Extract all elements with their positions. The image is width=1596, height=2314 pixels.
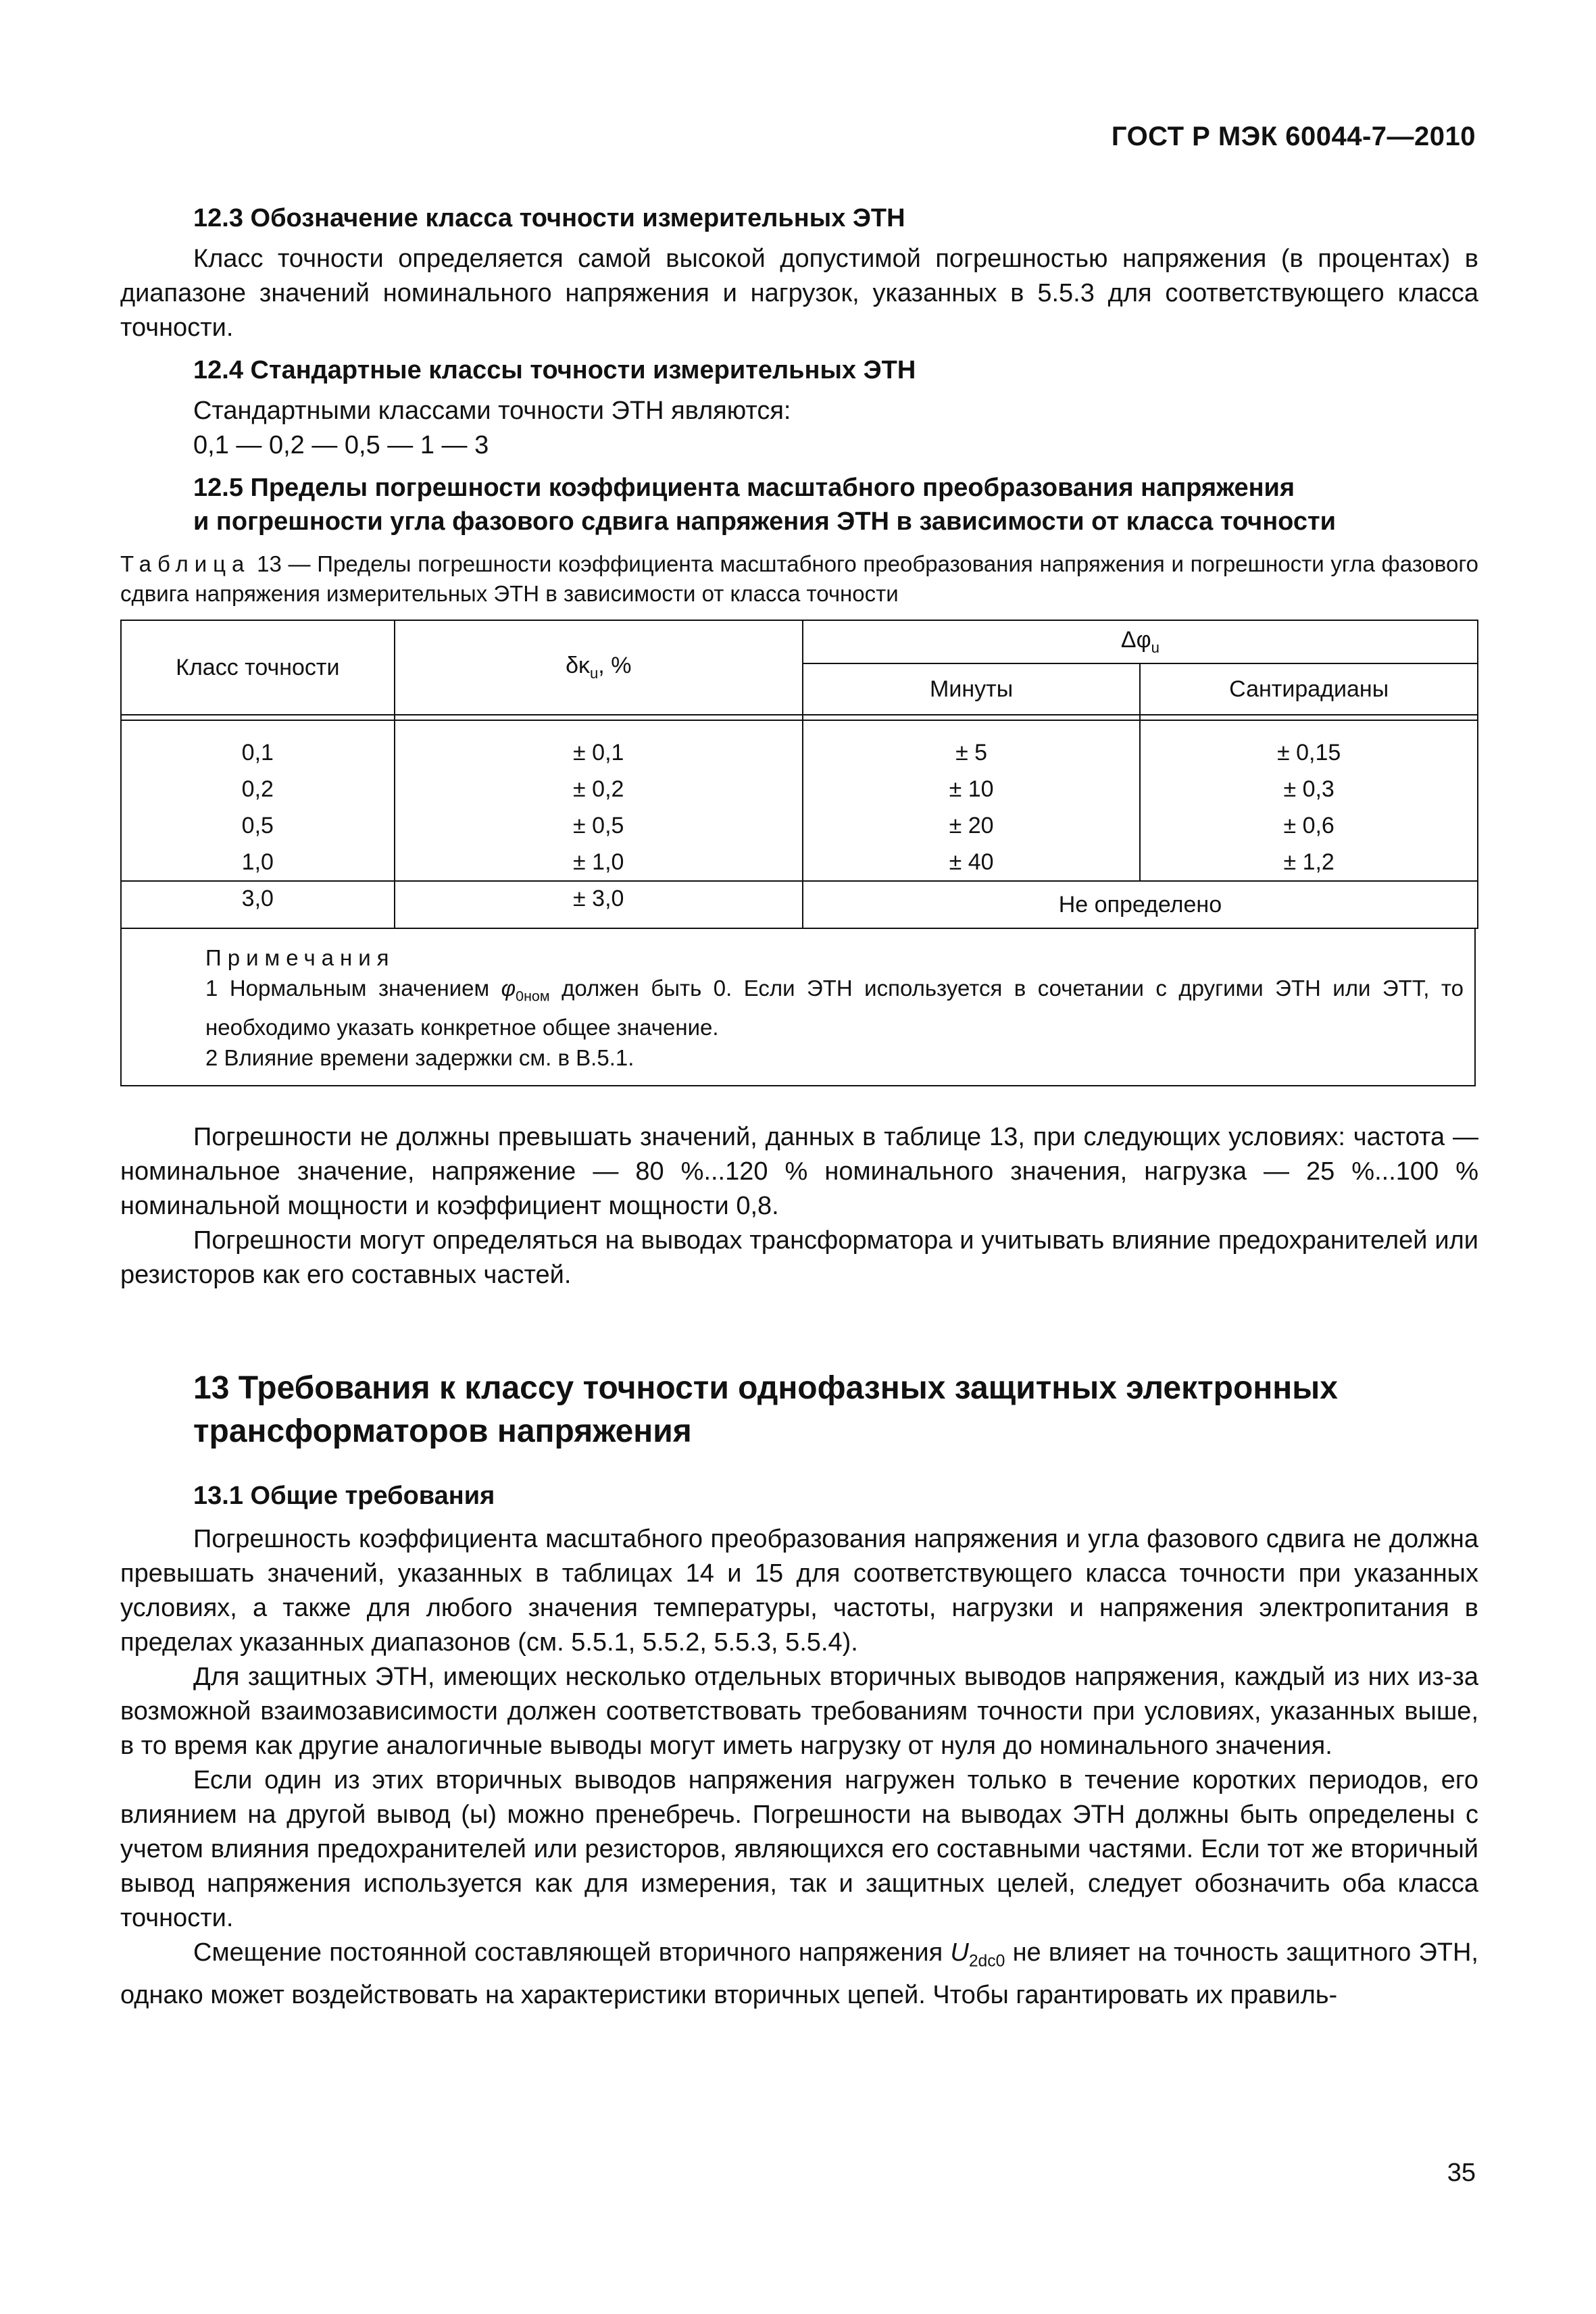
document-id: ГОСТ Р МЭК 60044-7—2010 [1111,122,1476,151]
after-table-paragraph-2: Погрешности могут определяться на выводах трансформатора и учитывать влияние предохранителей или резисторов как его составных частей. [120,1226,1478,1289]
section-12-5-title-line2: и погрешности угла фазового сдвига напряжения ЭТН в зависимости от класса точности [193,507,1336,536]
section-12-3-title: 12.3 Обозначение класса точности измерительных ЭТН [193,204,905,232]
page-number: 35 [1447,2159,1476,2187]
table-cell: ± 1,0 [573,849,624,875]
table-cell: ± 0,2 [573,776,624,802]
col-class-values [121,720,395,881]
section-12-4-title: 12.4 Стандартные классы точности измерительных ЭТН [193,356,916,384]
table-cell: 0,5 [241,813,274,838]
table-cell-undefined: Не определено [803,881,1478,928]
header-delta-k: $\delta\kappa_u$, % [395,620,803,715]
table-13-caption [120,549,1478,609]
note-2: 2 Влияние времени задержки см. в B.5.1. [205,1045,634,1070]
notes-title: Примечания [205,945,395,970]
page-content [120,115,1478,2013]
section-12-4-line1: Стандартными классами точности ЭТН являются: [193,397,791,425]
table-13 [120,620,1478,929]
table-cell: 0,1 [241,740,274,765]
section-13-heading-line2: трансформаторов напряжения [193,1413,692,1449]
table-cell: ± 5 [955,740,988,765]
table-cell: ± 0,1 [573,740,624,765]
table-cell: ± 1,2 [1283,849,1335,875]
table-cell: ± 0,5 [573,813,624,838]
col-centirad-values [1140,720,1478,881]
table-cell: ± 0,15 [1277,740,1341,765]
section-13-1-paragraph-2: Для защитных ЭТН, имеющих несколько отдельных вторичных выводов напряжения, каждый из них из-за возможной взаимозависимости должен соответствовать требованиям точности при условиях, указанных выше, в то время как другие аналогичные выводы могут иметь нагрузку от нуля до номинального значения. [120,1662,1478,1760]
header-minutes: Минуты [803,663,1140,715]
section-13-1-title: 13.1 Общие требования [193,1481,495,1510]
table-body [121,720,1478,881]
table-row-last [121,881,1478,928]
table-cell: ± 0,6 [1283,813,1335,838]
table-13-notes [120,929,1476,1086]
table-cell: 0,2 [241,776,274,802]
col-dk-values [395,720,803,881]
header-class: Класс точности [121,620,395,715]
section-12-4-line2: 0,1 — 0,2 — 0,5 — 1 — 3 [193,431,489,459]
section-13-heading-line1: 13 Требования к классу точности однофазных защитных электронных [193,1369,1338,1406]
section-13-1-paragraph-3: Если один из этих вторичных выводов напряжения нагружен только в течение коротких периодов, его влиянием на другой вывод (ы) можно пренебречь. Погрешности на выводах ЭТН должны быть определены с учетом влияния предохранителей или резисторов, являющихся его составными частями. Если тот же вторичный вывод напряжения используется как для измерения, так и защитных целей, следует обозначить оба класса точности. [120,1765,1478,1932]
section-13-1-paragraph-1: Погрешность коэффициента масштабного преобразования напряжения и угла фазового сдвига не должна превышать значений, указанных в таблицах 14 и 15 для соответствующего класса точности при указанных условиях, а также для любого значения температуры, частоты, нагрузки и напряжения электропитания в пределах указанных диапазонов (см. 5.5.1, 5.5.2, 5.5.3, 5.5.4). [120,1524,1478,1657]
header-delta-phi: $\Delta\varphi_u$ [803,620,1478,663]
table-cell: ± 40 [949,849,994,875]
col-minutes-values [803,720,1140,881]
section-12-3-text: Класс точности определяется самой высокой допустимой погрешностью напряжения (в процентах) в диапазоне значений номинального напряжения и нагрузок, указанных в 5.5.3 для соответствующего класса точности. [120,245,1478,342]
table-cell: ± 3,0 [395,881,803,928]
header-centiradians: Сантирадианы [1140,663,1478,715]
table-cell: ± 10 [949,776,994,802]
table-cell: ± 0,3 [1283,776,1335,802]
after-table-paragraph-1: Погрешности не должны превышать значений, данных в таблице 13, при следующих условиях: частота — номинальное значение, напряжение — 80 %...120 % номинального значения, нагрузка — 25 %...100 % номинальной мощности и коэффициент мощности 0,8. [120,1122,1478,1220]
table-cell: 1,0 [241,849,274,875]
table-cell: 3,0 [121,881,395,928]
section-12-5-title-line1: 12.5 Пределы погрешности коэффициента масштабного преобразования напряжения [193,474,1295,502]
section-13-1-paragraph-4: Смещение постоянной составляющей вторичного напряжения $U_{2dc0}$ не влияет на точность защитного ЭТН, однако может воздействовать на характеристики вторичных цепей. Чтобы гарантировать их правиль- [120,1938,1478,2010]
note-1: 1 Нормальным значением $\varphi_{0ном}$ должен быть 0. Если ЭТН используется в сочетании с другими ЭТН или ЭТТ, то необходимо указать конкретное общее значение. [205,976,1464,1040]
table-caption-word: Таблица [120,551,251,576]
table-cell: ± 20 [949,813,994,838]
table-caption-text: 13 — Пределы погрешности коэффициента масштабного преобразования напряжения и погрешности угла фазового сдвига напряжения измерительных ЭТН в зависимости от класса точности [120,551,1478,606]
